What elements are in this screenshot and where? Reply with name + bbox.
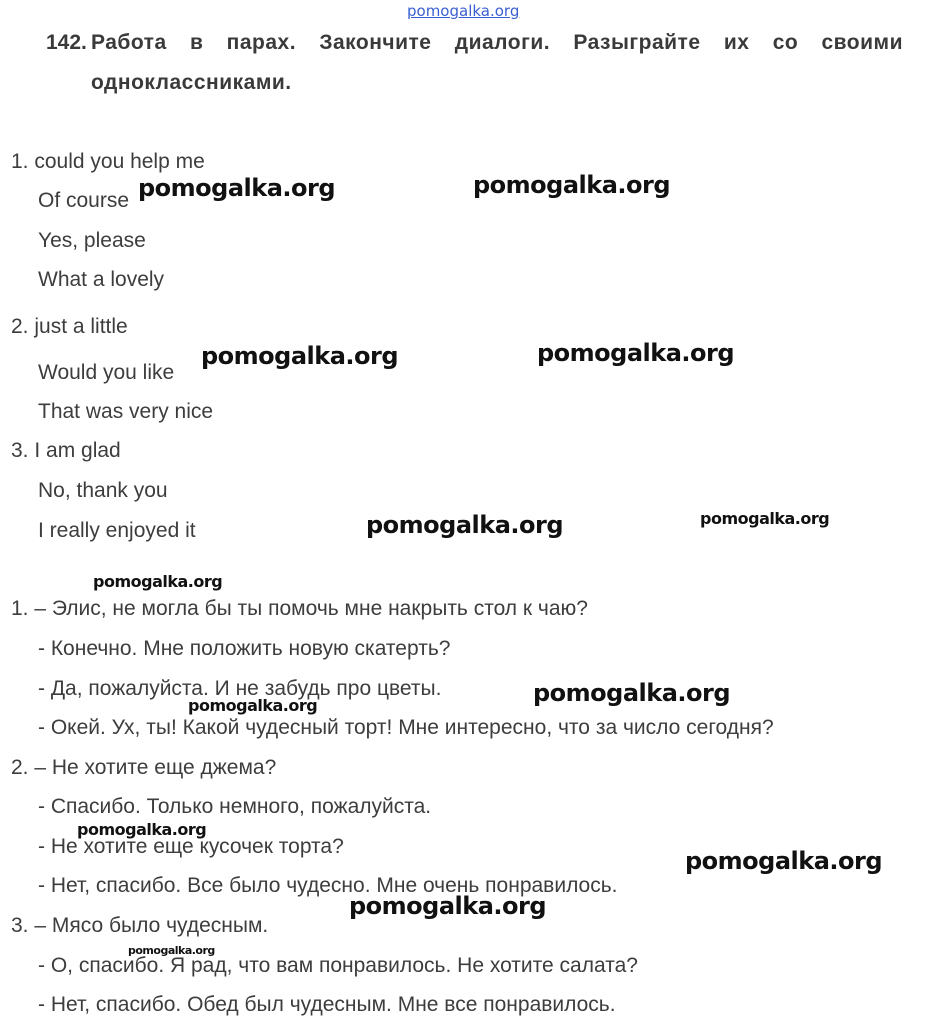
russian-line: 3. – Мясо было чудесным.	[11, 914, 269, 937]
russian-line: 2. – Не хотите еще джема?	[11, 756, 277, 779]
english-line: 2. just a little	[11, 315, 128, 338]
watermark: pomogalka.org	[138, 174, 336, 202]
russian-line: - О, спасибо. Я рад, что вам понравилось. Не хотите салата?	[38, 954, 638, 977]
watermark: pomogalka.org	[77, 820, 207, 839]
watermark: pomogalka.org	[537, 339, 735, 367]
task-title-line2: одноклассниками.	[91, 71, 292, 94]
russian-line: - Да, пожалуйста. И не забудь про цветы.	[38, 677, 442, 700]
english-line: 1. could you help me	[11, 150, 205, 173]
watermark: pomogalka.org	[533, 679, 731, 707]
russian-line: - Нет, спасибо. Обед был чудесным. Мне все понравилось.	[38, 993, 616, 1016]
english-line: I really enjoyed it	[38, 519, 196, 542]
watermark: pomogalka.org	[700, 509, 830, 528]
watermark: pomogalka.org	[93, 572, 223, 591]
russian-line: - Нет, спасибо. Все было чудесно. Мне очень понравилось.	[38, 874, 618, 897]
watermark-top: pomogalka.org	[407, 2, 520, 20]
task-number: 142.	[46, 31, 87, 54]
watermark: pomogalka.org	[128, 944, 215, 957]
watermark: pomogalka.org	[366, 511, 564, 539]
english-line: 3. I am glad	[11, 439, 121, 462]
watermark: pomogalka.org	[201, 342, 399, 370]
russian-line: - Конечно. Мне положить новую скатерть?	[38, 637, 451, 660]
english-line: Would you like	[38, 361, 175, 384]
task-title-line1: Работа в парах. Закончите диалоги. Разыграйте их со своими	[91, 31, 903, 54]
watermark: pomogalka.org	[685, 847, 883, 875]
watermark: pomogalka.org	[473, 171, 671, 199]
english-line: No, thank you	[38, 479, 168, 502]
english-line: That was very nice	[38, 400, 214, 423]
russian-line: 1. – Элис, не могла бы ты помочь мне накрыть стол к чаю?	[11, 597, 588, 620]
english-line: Of course	[38, 189, 130, 212]
russian-line: - Не хотите еще кусочек торта?	[38, 835, 344, 858]
russian-line: - Спасибо. Только немного, пожалуйста.	[38, 795, 432, 818]
russian-line: - Окей. Ух, ты! Какой чудесный торт! Мне интересно, что за число сегодня?	[38, 716, 774, 739]
watermark: pomogalka.org	[188, 696, 318, 715]
english-line: Yes, please	[38, 229, 146, 252]
watermark: pomogalka.org	[349, 892, 547, 920]
english-line: What a lovely	[38, 268, 165, 291]
